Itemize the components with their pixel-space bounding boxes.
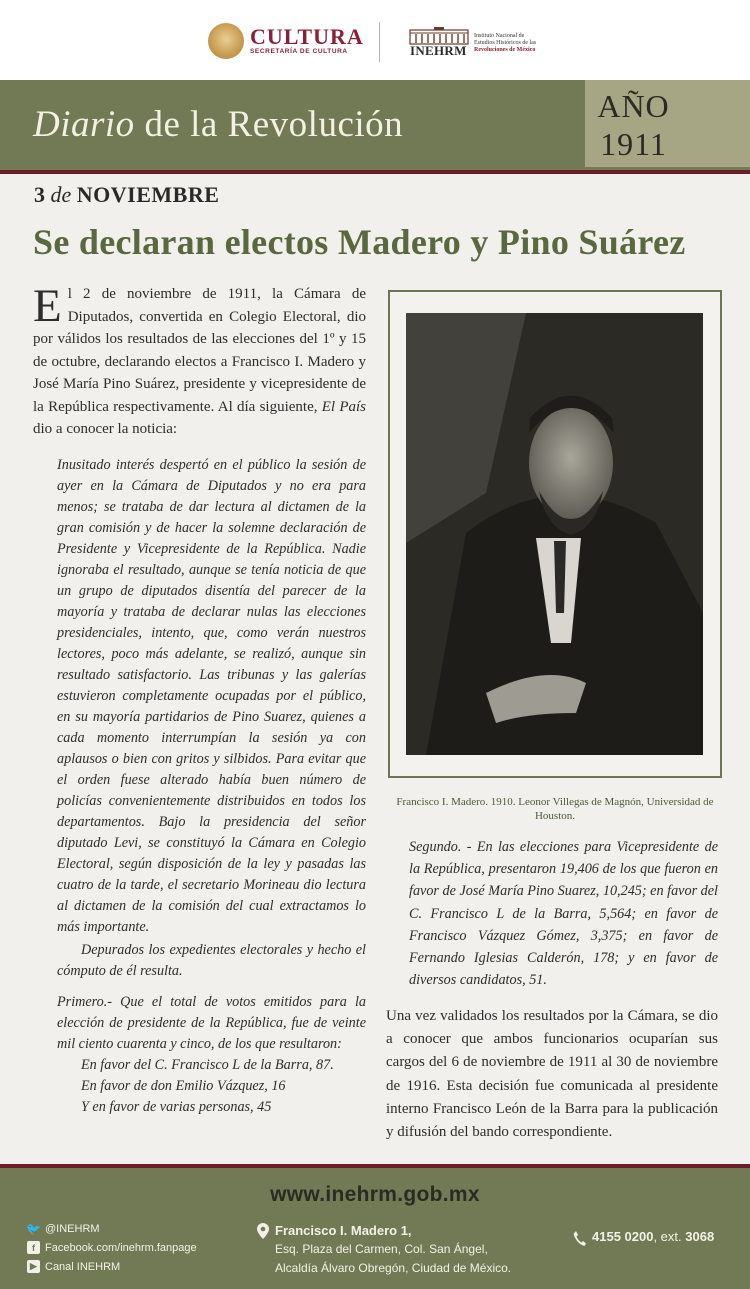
cultura-seal-icon bbox=[208, 23, 244, 59]
title-divider bbox=[0, 170, 750, 174]
newspaper-quote bbox=[33, 455, 366, 1118]
quote-paragraph: Depurados los expedientes electorales y hecho el cómputo de él resulta. bbox=[57, 941, 366, 979]
intro-paragraph: El 2 de noviembre de 1911, la Cámara de Diputados, convertida en Colegio Electoral, dio por válidos los resultados de las elecciones del 1º y 15 de octubre, declarando electos a Francisco I. Madero y José María Pino Suárez, presidente y vicepresidente de la República respectivamente. Al día siguiente, El País dio a conocer la noticia: bbox=[33, 280, 366, 437]
quote-paragraph: Segundo. - En las elecciones para Vicepresidente de la República, presentaron 19,406 de los que fueron en favor de José María Pino Suarez, 10,245; en favor del C. Francisco L de la Barra, 5,564; en favor de Francisco Vázquez Gómez, 3,375; en favor de Fernando Iglesias Calderón, 178; y en favor de diversos candidatos, 51. bbox=[409, 839, 718, 989]
cultura-logo-subtitle: SECRETARÍA DE CULTURA bbox=[250, 48, 348, 55]
publication-title: Diario de la Revolución bbox=[33, 104, 404, 145]
facebook-link[interactable]: f Facebook.com/inehrm.fanpage bbox=[27, 1238, 237, 1257]
cultura-logo-name: CULTURA bbox=[250, 24, 364, 49]
twitter-icon: 🐦 bbox=[26, 1221, 41, 1236]
vote-item: Y en favor de varias personas, 45 bbox=[81, 1098, 272, 1115]
left-column bbox=[33, 280, 366, 1118]
twitter-link[interactable]: 🐦 @INEHRM bbox=[26, 1221, 100, 1236]
address bbox=[257, 1221, 557, 1278]
vote-item: En favor del C. Francisco L de la Barra, 87. bbox=[81, 1056, 334, 1073]
vote-list bbox=[57, 1055, 366, 1118]
portrait-illustration bbox=[406, 313, 703, 755]
youtube-link[interactable]: ▶ Canal INEHRM bbox=[27, 1257, 237, 1276]
quote-paragraph: Primero.- Que el total de votos emitidos para la elección de presidente de la República, fue de veinte mil ciento cuarenta y cinco, de los que resultaron: bbox=[57, 993, 366, 1052]
phone-number[interactable]: 4155 0200, ext. 3068 bbox=[592, 1229, 715, 1244]
year-number: 1911 bbox=[600, 126, 667, 162]
article-date: 3 de NOVIEMBRE bbox=[34, 182, 220, 207]
facebook-icon: f bbox=[27, 1241, 40, 1254]
article-headline: Se declaran electos Madero y Pino Suárez bbox=[33, 222, 686, 262]
vote-item: En favor de don Emilio Vázquez, 16 bbox=[81, 1077, 286, 1094]
inehrm-logo-name: INEHRM bbox=[410, 43, 467, 58]
quote-paragraph: Inusitado interés despertó en el público la sesión de ayer en la Cámara de Diputados y no era para menos; se trataba de dar lectura al dictamen de la gran comisión y de hacer la solemne declaración de Presidente y Vicepresidente de la República. Nadie ignoraba el resultado, aunque se tenía noticia de que un grupo de diputados disentía del parecer de la mayoría y trataba de declarar nulas las elecciones presidenciales, intento, que, como verán nuestros lectores, poco más adelante, se realizó, aunque sin resultado satisfactorio. Las tribunas y las galerías estuvieron completamente ocupadas por el público, en su mayoría partidarios de Pino Suarez, quienes a cada momento interrumpían la sesión ya con aplausos o bien con gritos y silbidos. Para evitar que el orden fuese alterado había buen número de policías convenientemente distribuidos en todos los departamentos. Bajo la presidencia del señor diputado Levi, se constituyó la Cámara en Colegio Electoral, según disposición de la ley y pasadas las cuatro de la tarde, el secretario Morineau dio lectura al dictamen de la comisión del cual extractamos lo más importante. bbox=[57, 456, 366, 935]
drop-cap: E bbox=[33, 280, 62, 332]
website-link[interactable]: www.inehrm.gob.mx bbox=[270, 1183, 480, 1206]
logo-header bbox=[0, 0, 750, 80]
closing-paragraph: Una vez validados los resultados por la Cámara, se dio a conocer que ambos funcionarios ocuparían sus cargos del 6 de noviembre de 1911 al 30 de noviembre de 1916. Esta decisión fue comunicada al presidente interno Francisco León de la Barra para la publicación y difusión del bando correspondiente. bbox=[386, 1008, 718, 1141]
social-links bbox=[27, 1219, 237, 1276]
address-line: Esq. Plaza del Carmen, Col. San Ángel, bbox=[275, 1242, 488, 1256]
inehrm-logo-text: Instituto Nacional de Estudios Históricos de las Revoluciones de México bbox=[474, 33, 537, 53]
address-street: Francisco I. Madero 1, bbox=[275, 1223, 412, 1238]
address-line: Alcaldía Álvaro Obregón, Ciudad de México. bbox=[275, 1261, 512, 1275]
madero-portrait-photo bbox=[406, 313, 703, 755]
youtube-icon: ▶ bbox=[27, 1260, 40, 1273]
logo-divider bbox=[379, 22, 380, 62]
year-label: AÑO bbox=[597, 88, 670, 124]
photo-caption: Francisco I. Madero. 1910. Leonor Villegas de Magnón, Universidad de Houston. bbox=[396, 796, 714, 822]
phone-icon bbox=[573, 1231, 586, 1246]
